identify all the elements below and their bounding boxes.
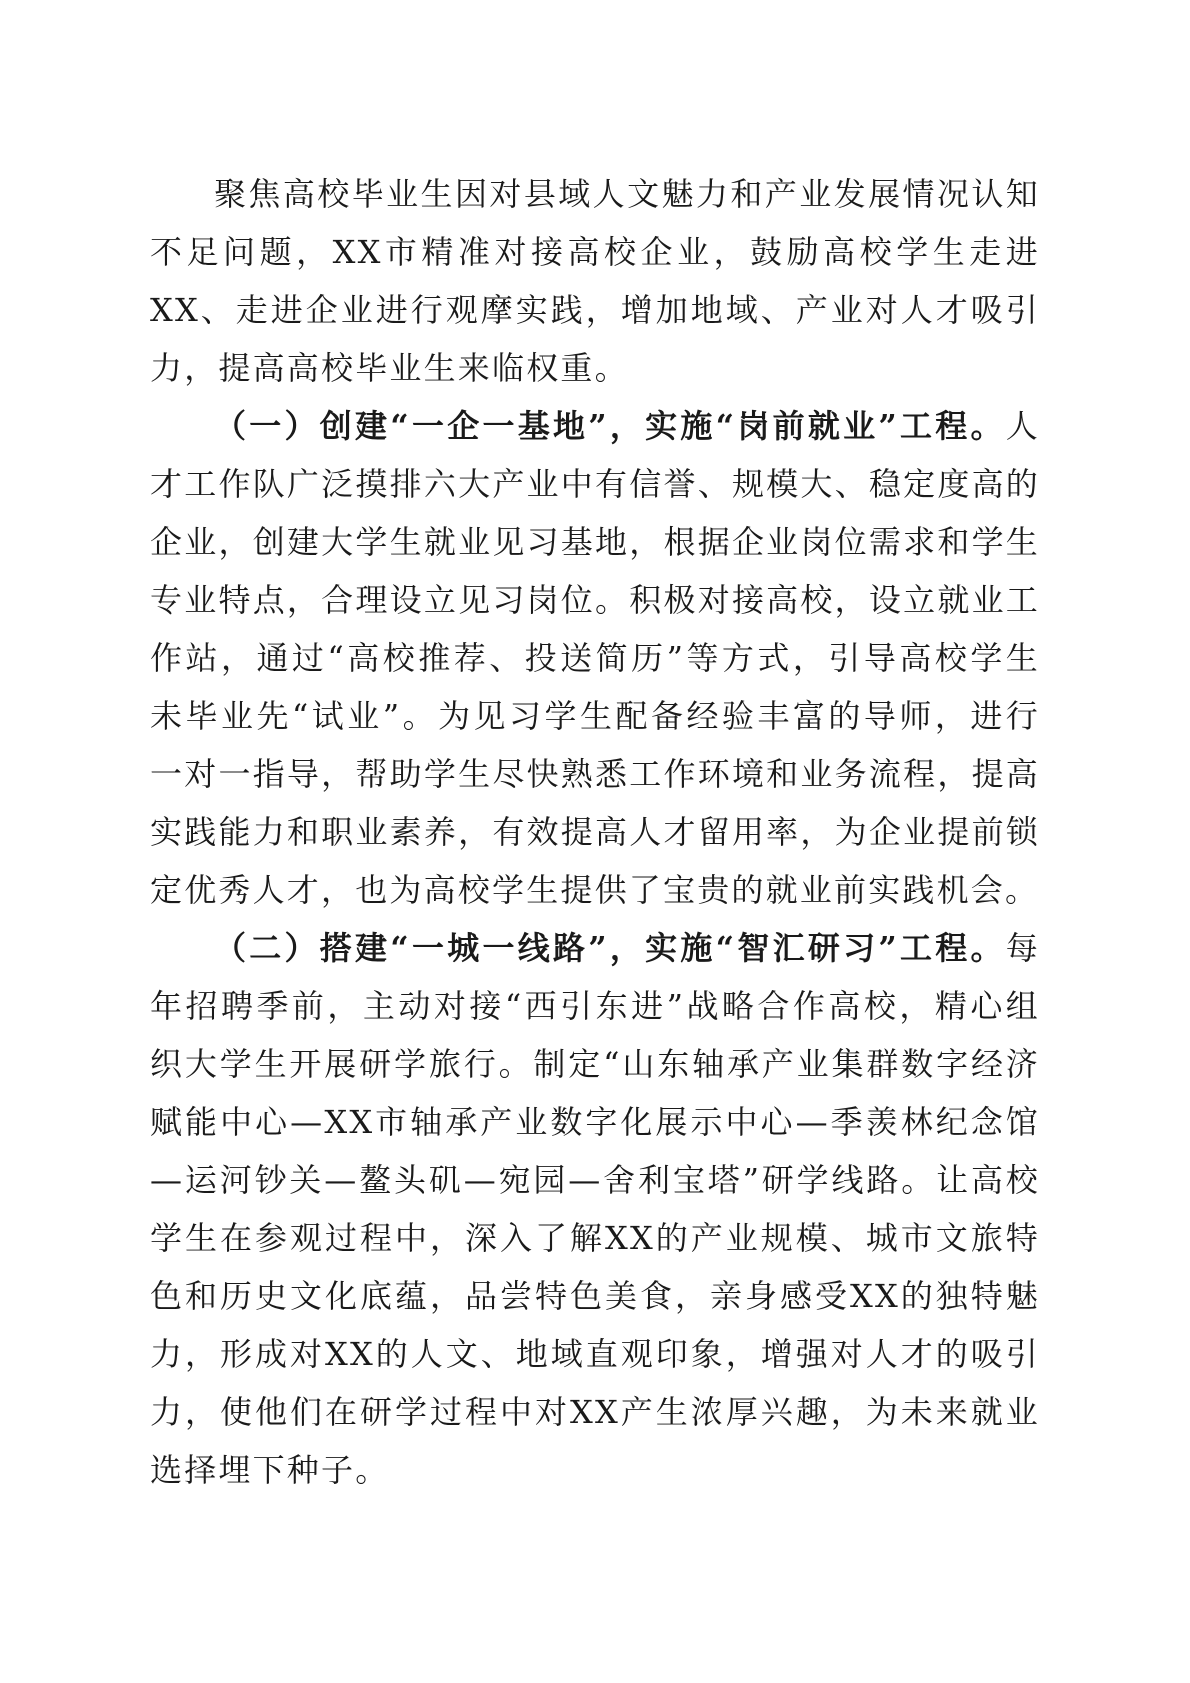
document-page: [150, 165, 1040, 1499]
section-2-heading: （二）搭建“一城一线路”，实施“智汇研习”工程。: [214, 929, 1006, 967]
section-1-heading: （一）创建“一企一基地”，实施“岗前就业”工程。: [214, 407, 1006, 445]
intro-paragraph: 聚焦高校毕业生因对县域人文魅力和产业发展情况认知不足问题，XX市精准对接高校企业，鼓励高校学生走进XX、走进企业进行观摩实践，增加地域、产业对人才吸引力，提高高校毕业生来临权重。: [150, 175, 1040, 387]
section-1-paragraph: [150, 397, 1040, 919]
section-2-body: 每年招聘季前，主动对接“西引东进”战略合作高校，精心组织大学生开展研学旅行。制定“山东轴承产业集群数字经济赋能中心—XX市轴承产业数字化展示中心—季羡林纪念馆—运河钞关—鳌头矶—宛园—舍利宝塔”研学线路。让高校学生在参观过程中，深入了解XX的产业规模、城市文旅特色和历史文化底蕴，品尝特色美食，亲身感受XX的独特魅力，形成对XX的人文、地域直观印象，增强对人才的吸引力，使他们在研学过程中对XX产生浓厚兴趣，为未来就业选择埋下种子。: [150, 929, 1040, 1489]
section-2-paragraph: [150, 919, 1040, 1499]
section-1-body: 人才工作队广泛摸排六大产业中有信誉、规模大、稳定度高的企业，创建大学生就业见习基地，根据企业岗位需求和学生专业特点，合理设立见习岗位。积极对接高校，设立就业工作站，通过“高校推荐、投送简历”等方式，引导高校学生未毕业先“试业”。为见习学生配备经验丰富的导师，进行一对一指导，帮助学生尽快熟悉工作环境和业务流程，提高实践能力和职业素养，有效提高人才留用率，为企业提前锁定优秀人才，也为高校学生提供了宝贵的就业前实践机会。: [150, 407, 1040, 909]
